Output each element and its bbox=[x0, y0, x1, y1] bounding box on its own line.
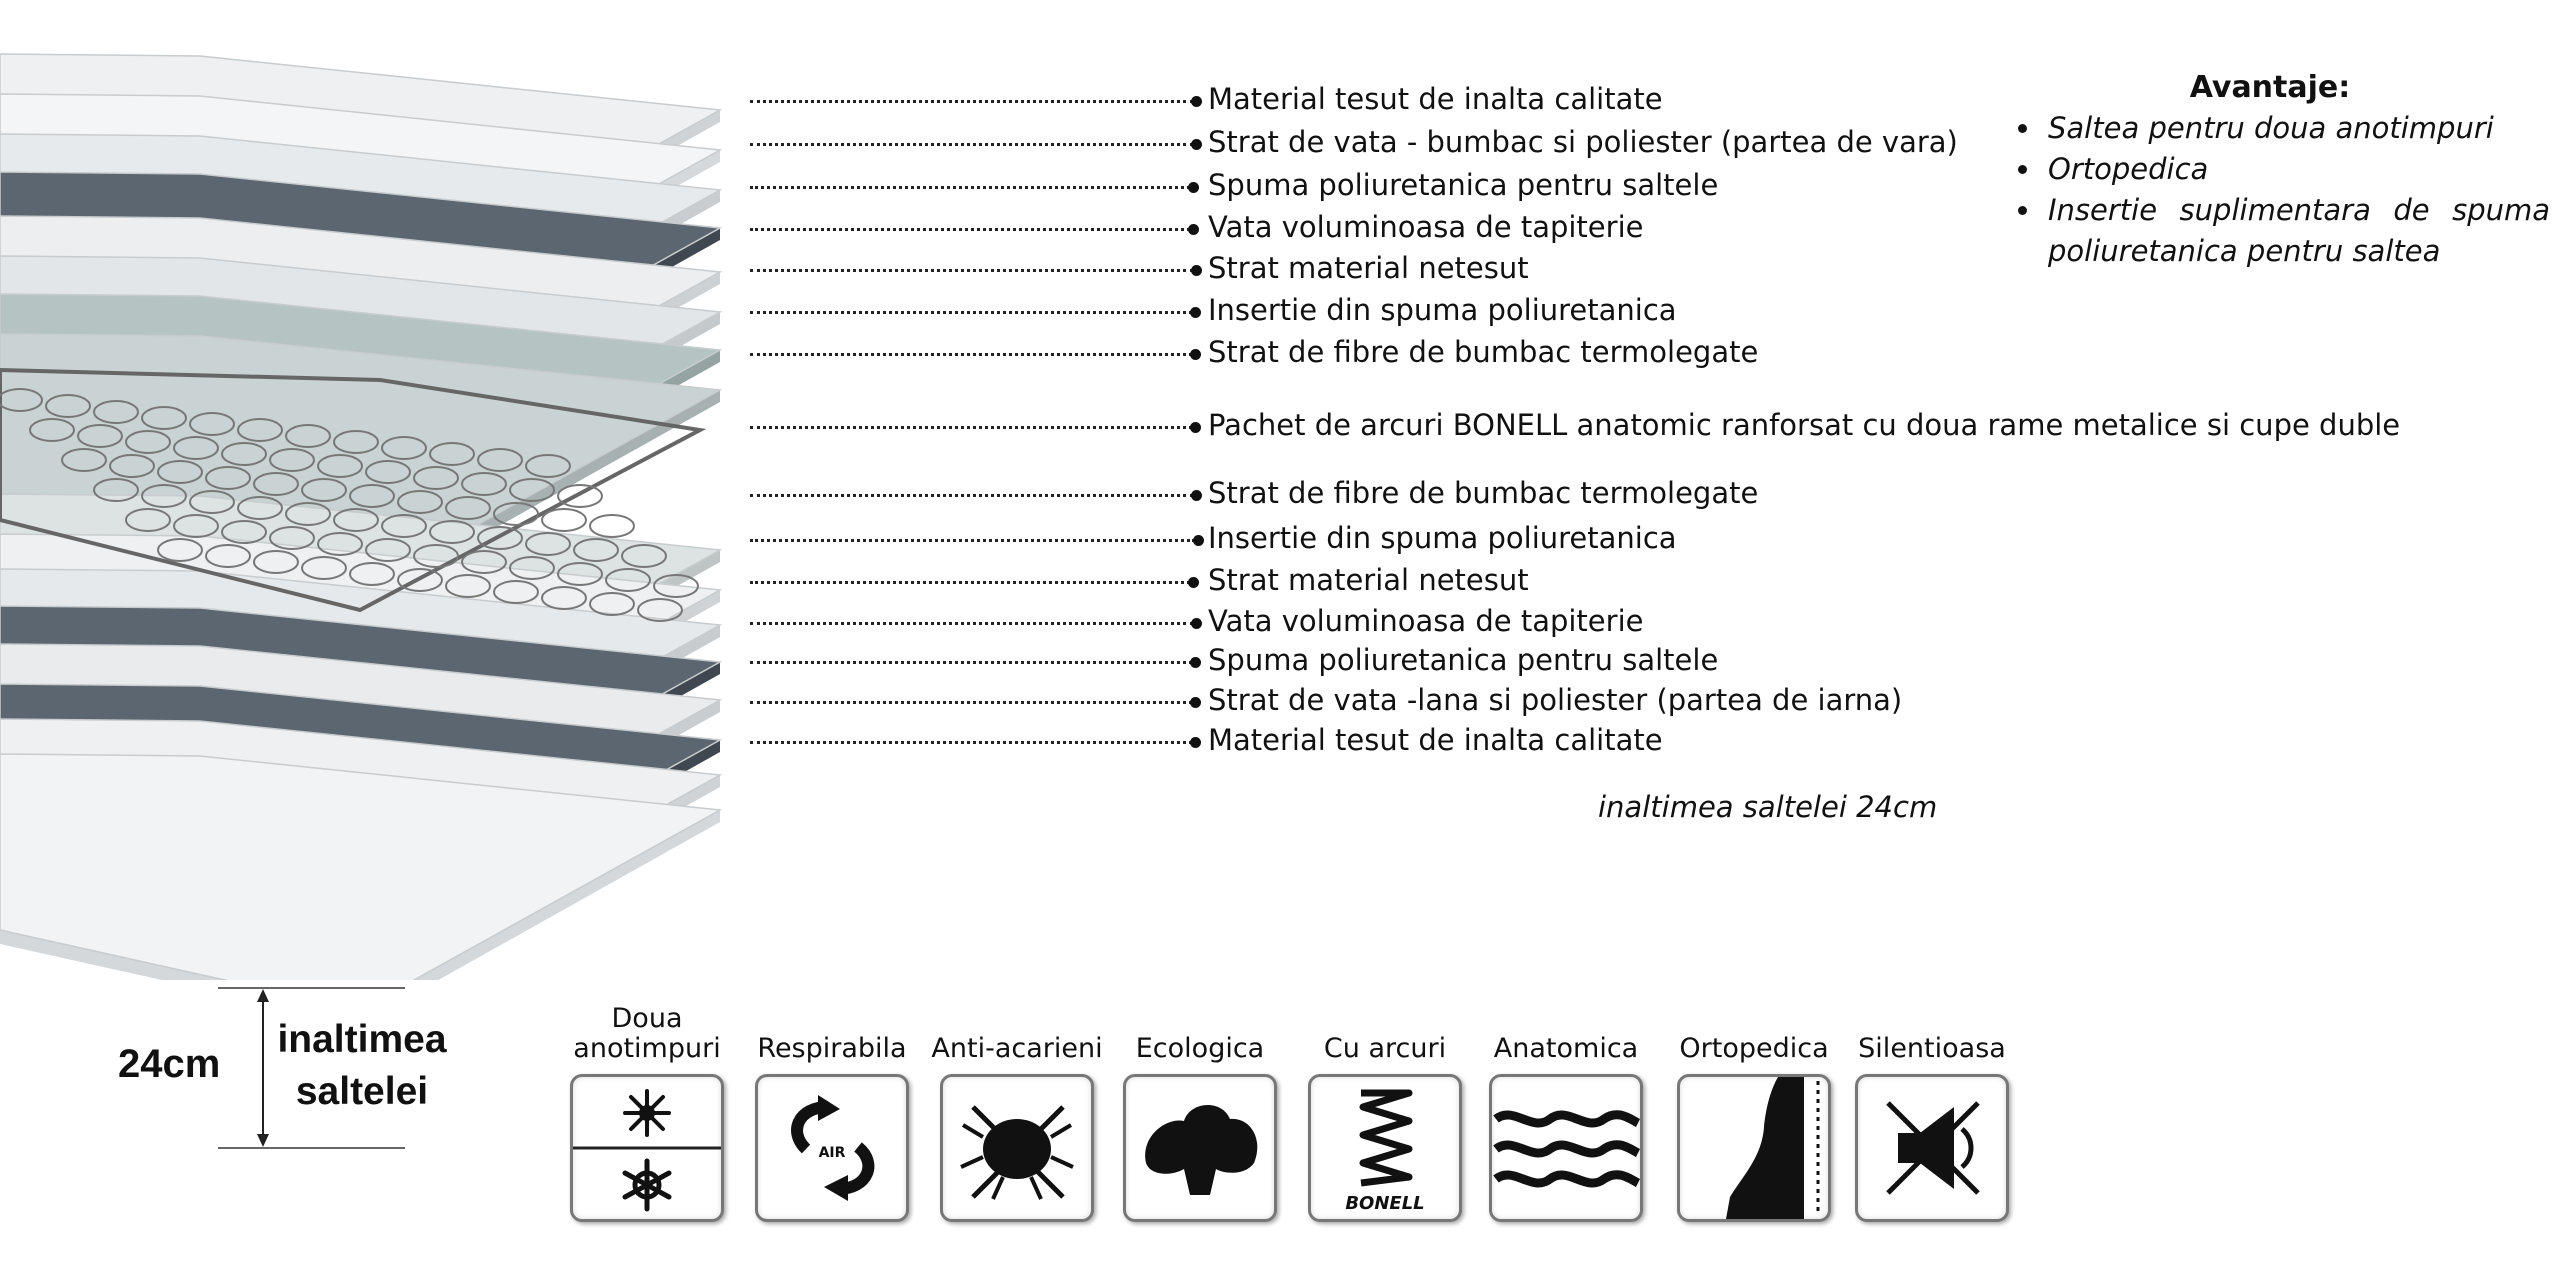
layer-label: Strat material netesut bbox=[1208, 251, 1529, 285]
spring-icon-text: BONELL bbox=[1345, 1193, 1425, 1214]
feature-label: Ortopedica bbox=[1679, 1033, 1829, 1064]
layer-label: Spuma poliuretanica pentru saltele bbox=[1208, 168, 1719, 202]
feature-springs bbox=[1293, 990, 1477, 1222]
leader-line bbox=[750, 311, 1192, 314]
leader-line bbox=[750, 353, 1192, 356]
leader-dot bbox=[1188, 182, 1199, 193]
leader-line bbox=[750, 581, 1190, 584]
leader-dot bbox=[1191, 265, 1202, 276]
leader-dot bbox=[1190, 737, 1201, 748]
no-mites-icon bbox=[940, 1074, 1094, 1222]
spring-icon bbox=[1308, 1074, 1462, 1222]
leader-dot bbox=[1191, 618, 1202, 629]
feature-label: Anti-acarieni bbox=[931, 1033, 1103, 1064]
leader-dot bbox=[1191, 96, 1202, 107]
svg-text:AIR: AIR bbox=[818, 1145, 846, 1161]
leader-line bbox=[750, 661, 1192, 664]
layer-label: Strat de vata - bumbac si poliester (partea de vara) bbox=[1208, 125, 1958, 159]
leader-line bbox=[750, 539, 1195, 542]
spring-coil bbox=[542, 509, 586, 531]
leader-dot bbox=[1190, 422, 1201, 433]
sun-snowflake-icon bbox=[570, 1074, 724, 1222]
leader-dot bbox=[1188, 577, 1199, 588]
layer-label: Strat de fibre de bumbac termolegate bbox=[1208, 335, 1759, 369]
feature-anatomic bbox=[1474, 990, 1658, 1222]
feature-label: Cu arcuri bbox=[1323, 1033, 1447, 1064]
advantages-list bbox=[2010, 108, 2550, 272]
leader-dot bbox=[1193, 535, 1204, 546]
leader-line bbox=[750, 494, 1193, 497]
leader-dot bbox=[1190, 657, 1201, 668]
feature-ecological bbox=[1108, 990, 1292, 1222]
leader-dot bbox=[1190, 307, 1201, 318]
spring-coil bbox=[590, 515, 634, 537]
layer-label: Strat de vata -lana si poliester (partea de iarna) bbox=[1208, 683, 1903, 717]
no-sound-icon bbox=[1855, 1074, 2009, 1222]
layer-label: Insertie din spuma poliuretanica bbox=[1208, 521, 1677, 555]
feature-label: Silentioasa bbox=[1858, 1033, 2006, 1064]
leader-dot bbox=[1191, 490, 1202, 501]
layer-label: Material tesut de inalta calitate bbox=[1208, 723, 1663, 757]
spring-coil bbox=[558, 485, 602, 507]
mattress-layers-illustration bbox=[0, 0, 760, 980]
waves-icon bbox=[1489, 1074, 1643, 1222]
dimension-value: 24cm bbox=[118, 1042, 221, 1086]
advantage-item: Saltea pentru doua anotimpuri bbox=[2010, 108, 2550, 149]
leader-line bbox=[750, 186, 1190, 189]
leader-dot bbox=[1191, 139, 1202, 150]
leader-line bbox=[750, 269, 1193, 272]
feature-breathable bbox=[740, 990, 924, 1222]
layer-label: Spuma poliuretanica pentru saltele bbox=[1208, 643, 1719, 677]
leader-line bbox=[750, 741, 1192, 744]
layer-label: Material tesut de inalta calitate bbox=[1208, 82, 1663, 116]
feature-label: Respirabila bbox=[757, 1033, 907, 1064]
advantage-item: Insertie suplimentara de spuma poliuretanica pentru saltea bbox=[2010, 190, 2550, 272]
leader-line bbox=[750, 426, 1192, 429]
feature-two-seasons bbox=[555, 990, 739, 1222]
air-flow-icon bbox=[755, 1074, 909, 1222]
layer-label: Strat material netesut bbox=[1208, 563, 1529, 597]
leader-line bbox=[750, 701, 1192, 704]
feature-orthopedic bbox=[1662, 990, 1846, 1222]
spine-icon bbox=[1677, 1074, 1831, 1222]
dimension-label-line: inaltimea bbox=[277, 1018, 447, 1061]
layer-label: Pachet de arcuri BONELL anatomic ranforsat cu doua rame metalice si cupe duble bbox=[1208, 408, 2401, 442]
layer-label: Vata voluminoasa de tapiterie bbox=[1208, 604, 1644, 638]
leader-line bbox=[750, 622, 1193, 625]
feature-silent bbox=[1840, 990, 2024, 1222]
leader-dot bbox=[1190, 349, 1201, 360]
leader-line bbox=[750, 143, 1193, 146]
dimension-label-line: saltelei bbox=[295, 1070, 429, 1113]
leader-dot bbox=[1190, 697, 1201, 708]
feature-label: Anatomica bbox=[1493, 1033, 1639, 1064]
layer-label: Vata voluminoasa de tapiterie bbox=[1208, 210, 1644, 244]
leader-line bbox=[750, 100, 1193, 103]
advantage-item: Ortopedica bbox=[2010, 149, 2550, 190]
leader-line bbox=[750, 228, 1190, 231]
leader-dot bbox=[1188, 224, 1199, 235]
dimension-label bbox=[272, 1014, 452, 1118]
feature-label: Doua anotimpuri bbox=[573, 1003, 721, 1064]
advantages-title: Avantaje: bbox=[2189, 70, 2351, 105]
layer-label: Strat de fibre de bumbac termolegate bbox=[1208, 476, 1759, 510]
mattress-height-note: inaltimea saltelei 24cm bbox=[1598, 790, 1938, 824]
layer-label: Insertie din spuma poliuretanica bbox=[1208, 293, 1677, 327]
feature-anti-mites bbox=[925, 990, 1109, 1222]
feature-label: Ecologica bbox=[1135, 1033, 1265, 1064]
tree-icon bbox=[1123, 1074, 1277, 1222]
